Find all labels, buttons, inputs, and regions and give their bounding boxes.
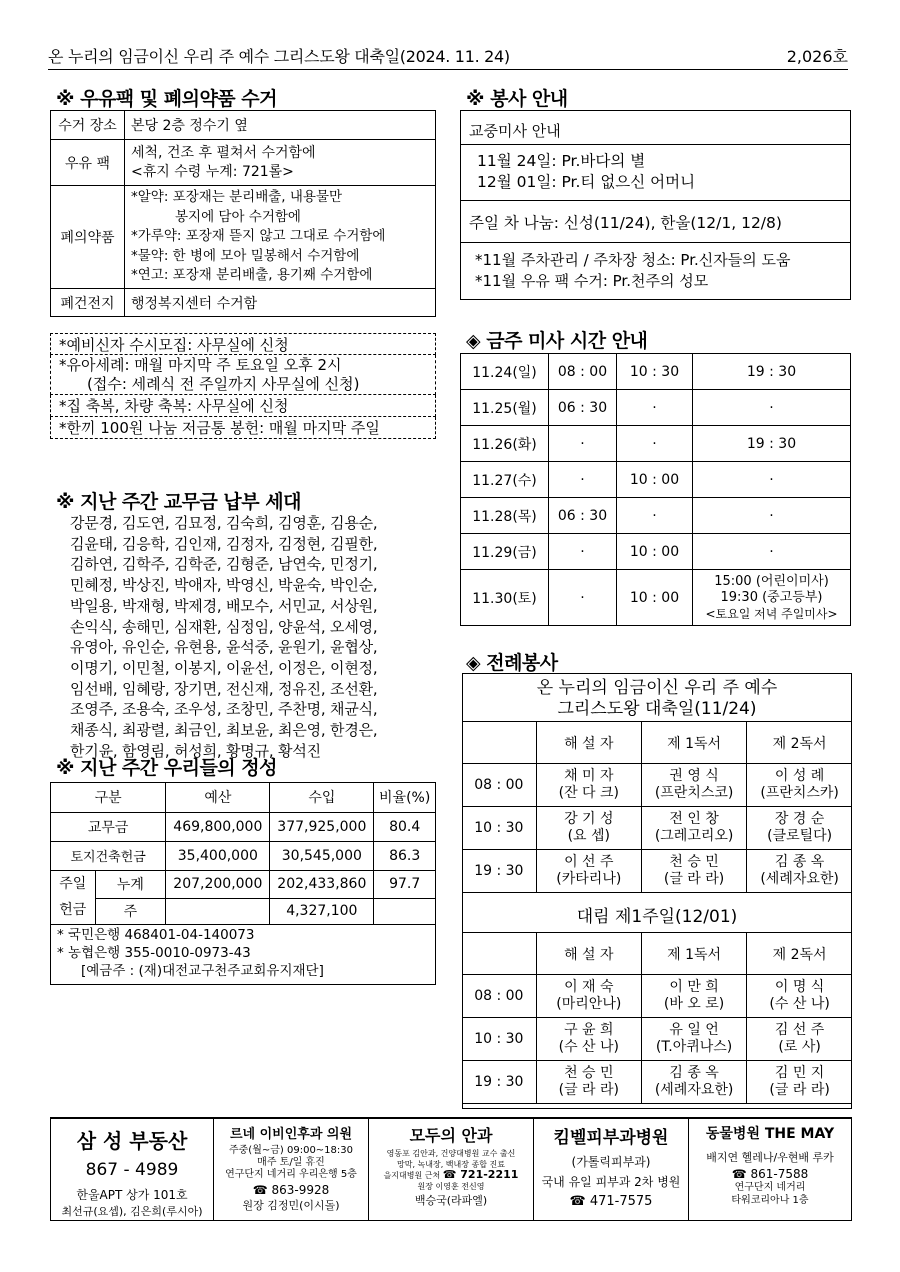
ad3-l2: 망막, 녹내장, 백내장 종합 진료 bbox=[397, 1159, 505, 1169]
mass-cell: · bbox=[693, 534, 851, 570]
finance-title: ※ 지난 주간 우리들의 정성 bbox=[56, 757, 277, 779]
finance-box bbox=[50, 782, 436, 985]
fin-group-1: 주일 bbox=[59, 876, 87, 892]
mass-table bbox=[460, 353, 851, 626]
liturgy-person: 김 종 옥 bbox=[669, 1065, 719, 1081]
liturgy-saint: (T.아퀴나스) bbox=[655, 1039, 733, 1055]
service-h1: 교중미사 안내 bbox=[469, 122, 561, 140]
milk-line-1: 세척, 건조 후 펼쳐서 수거함에 bbox=[131, 144, 316, 161]
med-label: 폐의약품 bbox=[51, 186, 125, 289]
page-title: 온 누리의 임금이신 우리 주 예수 그리스도왕 대축일(2024. 11. 24) bbox=[48, 47, 510, 66]
liturgy-person: 유 일 언 bbox=[669, 1022, 719, 1038]
fin-r3-budget: 207,200,000 bbox=[166, 870, 270, 898]
ad1-owner: 최선규(요셉), 김은희(루시아) bbox=[61, 1205, 203, 1218]
fin-r2-ratio: 86.3 bbox=[374, 841, 435, 870]
notice-1: *예비신자 수시모집: 사무실에 신청 bbox=[50, 333, 436, 355]
liturgy-person: 김 선 주 bbox=[774, 1022, 825, 1038]
ad5-phone: ☎ 861-7588 bbox=[731, 1167, 809, 1181]
mass-cell: 10 : 00 bbox=[617, 570, 693, 626]
liturgy-person: 김 민 지 bbox=[774, 1065, 825, 1081]
mass-cell: · bbox=[549, 462, 617, 498]
fin-r1-label: 교무금 bbox=[51, 812, 166, 841]
med-line-3: *가루약: 포장재 뜯지 않고 그대로 수거함에 bbox=[131, 228, 386, 245]
donor-line: 김하연, 김학주, 김학준, 김형준, 남연숙, 민정기, bbox=[70, 555, 378, 574]
mass-cell: 11.26(화) bbox=[461, 426, 549, 462]
finance-table bbox=[51, 783, 435, 925]
mass-cell: 11.24(일) bbox=[461, 354, 549, 390]
liturgy-person: 이 만 희 bbox=[669, 979, 719, 995]
milk-label: 우유 팩 bbox=[51, 140, 125, 186]
ad2-l2: 매주 토/일 휴진 bbox=[257, 1157, 325, 1168]
mass-cell: · bbox=[693, 498, 851, 534]
issue-number: 2,026호 bbox=[786, 47, 848, 66]
ad1-addr: 한울APT 상가 101호 bbox=[76, 1188, 188, 1202]
liturgy-time: 08 : 00 bbox=[462, 764, 536, 807]
fin-h-2: 예산 bbox=[166, 783, 270, 812]
liturgy-person: 강 기 성 bbox=[564, 811, 614, 827]
liturgy-person: 전 인 창 bbox=[669, 811, 719, 827]
mass-cell: · bbox=[617, 426, 693, 462]
liturgy-saint: (카타리나) bbox=[556, 871, 622, 887]
service-l3: *11월 주차관리 / 주차장 청소: Pr.신자들의 도움 bbox=[475, 251, 791, 269]
liturgy-person: 장 경 순 bbox=[774, 811, 825, 827]
liturgy-saint: (수 산 나) bbox=[769, 996, 830, 1012]
mass-cell: · bbox=[617, 498, 693, 534]
liturgy-col-header: 제 2독서 bbox=[747, 722, 852, 764]
bank-2: * 농협은행 355-0010-0973-43 bbox=[57, 945, 251, 961]
notice-2a: *유아세례: 매월 마지막 주 토요일 오후 2시 bbox=[59, 356, 342, 374]
liturgy-saint: (잔 다 크) bbox=[558, 785, 620, 801]
ad1-name: 삼 성 부동산 bbox=[76, 1129, 188, 1153]
med-line-1: *알약: 포장재는 분리배출, 내용물만 bbox=[131, 189, 343, 206]
med-line-5: *연고: 포장재 분리배출, 용기째 수거함에 bbox=[131, 267, 373, 284]
notice-box bbox=[50, 333, 436, 439]
ad2-name: 르네 이비인후과 의원 bbox=[229, 1127, 353, 1142]
mass-cell: · bbox=[549, 570, 617, 626]
liturgy-saint: (요 셉) bbox=[567, 828, 611, 844]
recycle-table bbox=[50, 110, 436, 317]
mass-cell: 10 : 00 bbox=[617, 462, 693, 498]
mass-sat-a: 15:00 (어린이미사) bbox=[714, 573, 829, 589]
fin-h-3: 수입 bbox=[270, 783, 374, 812]
donor-line: 박일용, 박재형, 박제경, 배모수, 서민교, 서상원, bbox=[70, 596, 378, 615]
ad3-phone: ☎ 721-2211 bbox=[442, 1168, 519, 1181]
liturgy-saint: (수 산 나) bbox=[558, 1039, 620, 1055]
donor-line: 손익식, 송해민, 심재환, 심정임, 양윤석, 오세영, bbox=[70, 617, 378, 636]
ad5-l3: 타워코리아나 1층 bbox=[731, 1195, 809, 1206]
liturgy-table-2 bbox=[462, 932, 852, 1104]
liturgy-time: 10 : 30 bbox=[462, 1018, 536, 1061]
mass-cell: 10 : 00 bbox=[617, 534, 693, 570]
mass-cell: 11.27(수) bbox=[461, 462, 549, 498]
mass-cell: 19 : 30 bbox=[693, 354, 851, 390]
service-l2: 12월 01일: Pr.티 없으신 어머니 bbox=[477, 173, 696, 191]
notice-4: *한끼 100원 나눔 저금통 봉헌: 매월 마지막 주일 bbox=[50, 417, 436, 439]
mass-cell: 11.29(금) bbox=[461, 534, 549, 570]
page-header bbox=[48, 40, 848, 70]
donor-line: 채종식, 최광렬, 최금인, 최보윤, 최은영, 한경은, bbox=[70, 721, 378, 740]
liturgy-person: 천 승 민 bbox=[564, 1065, 614, 1081]
mass-sat-b: 19:30 (중고등부) bbox=[720, 589, 823, 605]
liturgy-time: 19 : 30 bbox=[462, 850, 536, 893]
med-line-4: *물약: 한 병에 모아 밀봉해서 수거함에 bbox=[131, 247, 360, 264]
liturgy-saint: (바 오 로) bbox=[663, 996, 725, 1012]
liturgy-person: 김 종 옥 bbox=[774, 854, 825, 870]
notice-3: *집 축복, 차량 축복: 사무실에 신청 bbox=[50, 395, 436, 417]
ad3-l1: 영동포 김안과, 건양대병원 교수 출신 bbox=[386, 1149, 516, 1158]
liturgy-person: 이 명 식 bbox=[774, 979, 825, 995]
mass-cell: · bbox=[693, 390, 851, 426]
liturgy-person: 이 재 숙 bbox=[564, 979, 614, 995]
liturgy-col-header: 제 1독서 bbox=[641, 722, 746, 764]
place-value: 본당 2층 정수기 옆 bbox=[125, 111, 436, 140]
mass-cell: · bbox=[693, 462, 851, 498]
ad1-phone: 867 - 4989 bbox=[85, 1160, 179, 1180]
liturgy-col-header: 제 2독서 bbox=[747, 933, 852, 975]
mass-cell: 11.28(목) bbox=[461, 498, 549, 534]
ad-bar bbox=[50, 1117, 852, 1221]
liturgy-person: 천 승 민 bbox=[669, 854, 719, 870]
liturgy-saint: (세례자요한) bbox=[760, 871, 839, 887]
fin-r1-income: 377,925,000 bbox=[270, 812, 374, 841]
fin-group-2: 헌금 bbox=[59, 902, 87, 918]
fin-r3-label: 누계 bbox=[95, 870, 166, 898]
battery-value: 행정복지센터 수거함 bbox=[125, 289, 436, 317]
liturgy-saint: (프란치스카) bbox=[760, 785, 839, 801]
ad4-l2: 국내 유일 피부과 2차 병원 bbox=[541, 1175, 681, 1189]
milk-line-2: <휴지 수령 누계: 721롤> bbox=[131, 163, 294, 180]
notice-2b: (접수: 세례식 전 주일까지 사무실에 신청) bbox=[87, 375, 360, 393]
liturgy-col-header: 해 설 자 bbox=[536, 933, 641, 975]
liturgy-saint: (프란치스코) bbox=[654, 785, 734, 801]
service-l1: 11월 24일: Pr.바다의 별 bbox=[477, 152, 646, 170]
donor-line: 한기윤, 함영림, 허성희, 황명규, 황석진 bbox=[70, 741, 321, 760]
mass-cell: 10 : 30 bbox=[617, 354, 693, 390]
fin-r2-budget: 35,400,000 bbox=[166, 841, 270, 870]
place-label: 수거 장소 bbox=[51, 111, 125, 140]
donor-list bbox=[70, 513, 430, 761]
mass-cell: 06 : 30 bbox=[549, 390, 617, 426]
liturgy-saint: (그레고리오) bbox=[654, 828, 734, 844]
service-box bbox=[460, 110, 851, 300]
liturgy-person: 이 선 주 bbox=[564, 854, 614, 870]
mass-cell: 08 : 00 bbox=[549, 354, 617, 390]
fin-r3-ratio: 97.7 bbox=[374, 870, 435, 898]
ad-realestate bbox=[51, 1119, 214, 1220]
mass-title: ◈ 금주 미사 시간 안내 bbox=[466, 330, 648, 352]
med-line-2: 봉지에 담아 수거함에 bbox=[175, 208, 301, 225]
ad3-owner: 백승국(라파엘) bbox=[414, 1194, 488, 1207]
mass-sat-c: <토요일 저녁 주일미사> bbox=[705, 606, 838, 621]
liturgy-saint: (로 사) bbox=[778, 1039, 821, 1055]
fin-r1-budget: 469,800,000 bbox=[166, 812, 270, 841]
fin-r3-income: 202,433,860 bbox=[270, 870, 374, 898]
liturgy-person: 이 성 례 bbox=[774, 768, 825, 784]
fin-h-1: 구분 bbox=[51, 783, 166, 812]
liturgy-person: 구 윤 희 bbox=[564, 1022, 614, 1038]
liturgy-title: ◈ 전례봉사 bbox=[466, 652, 558, 674]
liturgy-time: 19 : 30 bbox=[462, 1061, 536, 1104]
mass-cell: · bbox=[549, 534, 617, 570]
liturgy-table-1 bbox=[462, 721, 852, 893]
liturgy-saint: (클로틸다) bbox=[767, 828, 833, 844]
mass-cell: · bbox=[549, 426, 617, 462]
liturgy-box bbox=[462, 673, 852, 1109]
service-l4: *11월 우유 팩 수거: Pr.천주의 성모 bbox=[475, 272, 709, 290]
liturgy-col-header: 해 설 자 bbox=[536, 722, 641, 764]
ad-ent-clinic bbox=[214, 1119, 369, 1220]
bank-holder: [예금주 : (재)대전교구천주교회유지재단] bbox=[81, 963, 324, 979]
fin-r2-income: 30,545,000 bbox=[270, 841, 374, 870]
liturgy-saint: (마리안나) bbox=[556, 996, 622, 1012]
liturgy-t1b: 그리스도왕 대축일(11/24) bbox=[557, 699, 757, 719]
donors-title: ※ 지난 주간 교무금 납부 세대 bbox=[56, 491, 301, 513]
donor-line: 유영아, 유인순, 유현용, 윤석중, 윤원기, 윤협상, bbox=[70, 638, 378, 657]
liturgy-saint: (글 라 라) bbox=[769, 1082, 830, 1098]
liturgy-t2: 대림 제1주일(12/01) bbox=[576, 907, 738, 927]
ad2-l3: 연구단지 네거리 우리은행 5층 bbox=[225, 1169, 357, 1180]
ad4-phone: ☎ 471-7575 bbox=[569, 1194, 653, 1209]
mass-cell: 11.25(월) bbox=[461, 390, 549, 426]
ad5-name: 동물병원 THE MAY bbox=[705, 1126, 835, 1142]
bank-1: * 국민은행 468401-04-140073 bbox=[57, 927, 255, 943]
donor-line: 김윤태, 김응학, 김인재, 김정자, 김정현, 김필한, bbox=[70, 534, 378, 553]
mass-cell: · bbox=[617, 390, 693, 426]
fin-r4-ratio bbox=[374, 898, 435, 924]
mass-cell: 19 : 30 bbox=[693, 426, 851, 462]
mass-cell: 11.30(토) bbox=[461, 570, 549, 626]
liturgy-saint: (글 라 라) bbox=[663, 871, 725, 887]
donor-line: 이명기, 이민철, 이봉지, 이윤선, 이정은, 이현정, bbox=[70, 658, 378, 677]
ad4-l1: (가톨릭피부과) bbox=[571, 1155, 651, 1169]
ad2-owner: 원장 김정민(이시돌) bbox=[242, 1199, 340, 1212]
service-title: ※ 봉사 안내 bbox=[466, 88, 568, 110]
liturgy-saint: (글 라 라) bbox=[558, 1082, 620, 1098]
service-share: 주일 차 나눔: 신성(11/24), 한울(12/1, 12/8) bbox=[469, 214, 782, 232]
ad2-l1: 주중(월~금) 09:00~18:30 bbox=[228, 1145, 354, 1156]
liturgy-col-header: 제 1독서 bbox=[641, 933, 746, 975]
liturgy-person: 권 영 식 bbox=[669, 768, 719, 784]
fin-r4-label: 주 bbox=[95, 898, 166, 924]
donor-line: 강문경, 김도연, 김묘정, 김숙희, 김영훈, 김용순, bbox=[70, 514, 378, 532]
liturgy-saint: (세례자요한) bbox=[654, 1082, 734, 1098]
liturgy-t1a: 온 누리의 임금이신 우리 주 예수 bbox=[536, 678, 778, 698]
liturgy-time: 10 : 30 bbox=[462, 807, 536, 850]
fin-r4-income: 4,327,100 bbox=[270, 898, 374, 924]
mass-cell: 06 : 30 bbox=[549, 498, 617, 534]
fin-h-4: 비율(%) bbox=[374, 783, 435, 812]
donor-line: 조영주, 조용숙, 조우성, 조창민, 주찬명, 채균식, bbox=[70, 700, 378, 719]
ad3-l4: 원장 이영훈 전신영 bbox=[417, 1181, 485, 1191]
liturgy-person: 채 미 자 bbox=[564, 768, 614, 784]
liturgy-time: 08 : 00 bbox=[462, 975, 536, 1018]
donor-line: 임선배, 임혜랑, 장기면, 전신재, 정유진, 조선환, bbox=[70, 679, 378, 698]
ad4-name: 킴벨피부과병원 bbox=[553, 1128, 669, 1148]
fin-r1-ratio: 80.4 bbox=[374, 812, 435, 841]
ad2-phone: ☎ 863-9928 bbox=[252, 1183, 330, 1197]
ad5-l1: 배지연 헬레나/우현배 루카 bbox=[706, 1151, 834, 1164]
notice-2 bbox=[50, 355, 436, 395]
ad-vet-clinic bbox=[689, 1119, 851, 1220]
ad-derma-clinic bbox=[534, 1119, 689, 1220]
ad3-l3: 을지대병원 근처 bbox=[383, 1171, 441, 1180]
battery-label: 폐건전지 bbox=[51, 289, 125, 317]
fin-r4-budget bbox=[166, 898, 270, 924]
ad5-l2: 연구단지 네거리 bbox=[734, 1182, 806, 1193]
donor-line: 민혜정, 박상진, 박애자, 박영신, 박윤숙, 박인순, bbox=[70, 576, 378, 595]
ad3-name: 모두의 안과 bbox=[409, 1126, 493, 1145]
fin-r2-label: 토지건축헌금 bbox=[51, 841, 166, 870]
ad-eye-clinic bbox=[369, 1119, 534, 1220]
recycle-title: ※ 우유팩 및 폐의약품 수거 bbox=[56, 88, 277, 110]
